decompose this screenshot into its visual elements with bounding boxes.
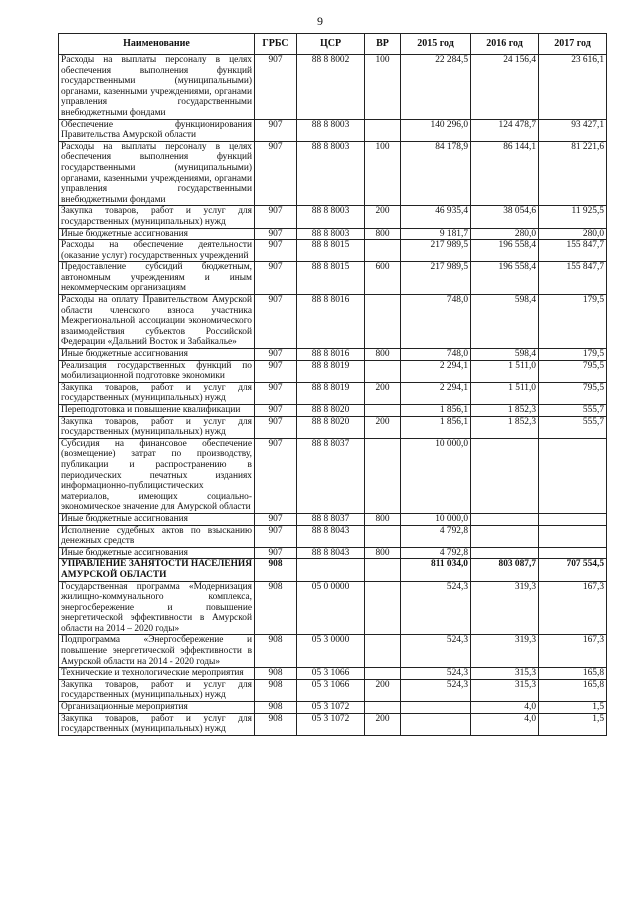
cell-grbs: 907 [255, 525, 297, 547]
cell-vr: 200 [365, 713, 401, 735]
cell-csr: 88 8 8015 [297, 240, 365, 262]
cell-name: Закупка товаров, работ и услуг для государственных (муниципальных) нужд [59, 382, 255, 404]
cell-vr: 800 [365, 228, 401, 240]
cell-vr [365, 240, 401, 262]
cell-y2015: 4 792,8 [401, 525, 471, 547]
table-row [59, 228, 607, 240]
cell-vr [365, 119, 401, 141]
cell-csr: 88 8 8003 [297, 206, 365, 228]
cell-y2015: 524,3 [401, 581, 471, 635]
cell-y2016 [471, 513, 539, 525]
cell-vr: 800 [365, 547, 401, 559]
cell-vr: 200 [365, 679, 401, 701]
cell-name: Технические и технологические мероприятия [59, 668, 255, 680]
cell-y2016: 315,3 [471, 668, 539, 680]
cell-y2016: 803 087,7 [471, 559, 539, 581]
cell-y2015: 2 294,1 [401, 382, 471, 404]
cell-csr: 88 8 8020 [297, 416, 365, 438]
cell-y2015 [401, 702, 471, 714]
cell-y2017: 179,5 [539, 349, 607, 361]
header-name: Наименование [59, 34, 255, 55]
cell-y2016: 598,4 [471, 349, 539, 361]
cell-y2017: 155 847,7 [539, 240, 607, 262]
cell-y2017: 23 616,1 [539, 55, 607, 120]
cell-y2015: 46 935,4 [401, 206, 471, 228]
cell-y2015: 22 284,5 [401, 55, 471, 120]
table-row [59, 702, 607, 714]
cell-csr: 05 3 1072 [297, 702, 365, 714]
cell-name: Иные бюджетные ассигнования [59, 349, 255, 361]
cell-vr [365, 438, 401, 513]
table-row [59, 119, 607, 141]
cell-grbs: 908 [255, 679, 297, 701]
cell-y2017: 555,7 [539, 405, 607, 417]
cell-csr: 88 8 8019 [297, 360, 365, 382]
table-row [59, 713, 607, 735]
cell-grbs: 907 [255, 119, 297, 141]
cell-vr: 200 [365, 416, 401, 438]
budget-table [58, 33, 607, 736]
cell-y2015: 524,3 [401, 679, 471, 701]
cell-y2016 [471, 547, 539, 559]
cell-grbs: 908 [255, 559, 297, 581]
cell-y2016: 4,0 [471, 713, 539, 735]
cell-name: Подпрограмма «Энергосбережение и повышение энергетической эффективности в Амурской области на 2014 - 2020 годы» [59, 635, 255, 668]
table-row [59, 438, 607, 513]
cell-y2017: 1,5 [539, 713, 607, 735]
cell-vr [365, 360, 401, 382]
table-row [59, 141, 607, 206]
cell-csr: 88 8 8020 [297, 405, 365, 417]
cell-csr: 88 8 8003 [297, 228, 365, 240]
cell-y2017: 555,7 [539, 416, 607, 438]
header-2016: 2016 год [471, 34, 539, 55]
page-number: 9 [317, 14, 323, 28]
cell-vr: 100 [365, 141, 401, 206]
cell-vr: 800 [365, 349, 401, 361]
cell-y2015: 524,3 [401, 635, 471, 668]
cell-vr [365, 702, 401, 714]
cell-grbs: 907 [255, 262, 297, 295]
cell-name: Исполнение судебных актов по взысканию денежных средств [59, 525, 255, 547]
cell-y2017: 707 554,5 [539, 559, 607, 581]
cell-name: УПРАВЛЕНИЕ ЗАНЯТОСТИ НАСЕЛЕНИЯ АМУРСКОЙ ОБЛАСТИ [59, 559, 255, 581]
cell-name: Предоставление субсидий бюджетным, автономным учреждениям и иным некоммерческим организациям [59, 262, 255, 295]
cell-y2017: 155 847,7 [539, 262, 607, 295]
cell-vr: 200 [365, 206, 401, 228]
table-row [59, 349, 607, 361]
cell-y2015: 140 296,0 [401, 119, 471, 141]
table-row [59, 360, 607, 382]
cell-vr: 600 [365, 262, 401, 295]
cell-name: Иные бюджетные ассигнования [59, 513, 255, 525]
cell-csr: 88 8 8043 [297, 547, 365, 559]
table-row [59, 416, 607, 438]
cell-name: Иные бюджетные ассигнования [59, 547, 255, 559]
cell-grbs: 908 [255, 702, 297, 714]
cell-vr [365, 405, 401, 417]
cell-y2016 [471, 438, 539, 513]
cell-y2015: 10 000,0 [401, 438, 471, 513]
cell-y2015: 1 856,1 [401, 416, 471, 438]
cell-grbs: 907 [255, 349, 297, 361]
cell-name: Обеспечение функционирования Правительства Амурской области [59, 119, 255, 141]
cell-vr: 100 [365, 55, 401, 120]
cell-y2016 [471, 525, 539, 547]
cell-vr [365, 635, 401, 668]
cell-name: Закупка товаров, работ и услуг для государственных (муниципальных) нужд [59, 713, 255, 735]
cell-y2017: 167,3 [539, 635, 607, 668]
cell-y2016: 1 852,3 [471, 416, 539, 438]
cell-y2016: 196 558,4 [471, 262, 539, 295]
cell-y2017: 81 221,6 [539, 141, 607, 206]
table-row [59, 405, 607, 417]
cell-name: Иные бюджетные ассигнования [59, 228, 255, 240]
table-row [59, 295, 607, 349]
cell-y2016: 280,0 [471, 228, 539, 240]
cell-y2016: 319,3 [471, 635, 539, 668]
cell-y2015: 217 989,5 [401, 240, 471, 262]
cell-y2015: 217 989,5 [401, 262, 471, 295]
table-row [59, 262, 607, 295]
header-2017: 2017 год [539, 34, 607, 55]
cell-csr [297, 559, 365, 581]
cell-y2017: 795,5 [539, 382, 607, 404]
cell-csr: 05 3 0000 [297, 635, 365, 668]
cell-csr: 05 3 1072 [297, 713, 365, 735]
table-row [59, 206, 607, 228]
cell-y2016: 4,0 [471, 702, 539, 714]
cell-csr: 88 8 8016 [297, 295, 365, 349]
cell-y2016: 319,3 [471, 581, 539, 635]
cell-y2016: 598,4 [471, 295, 539, 349]
cell-y2017: 11 925,5 [539, 206, 607, 228]
cell-csr: 88 8 8015 [297, 262, 365, 295]
cell-y2015: 4 792,8 [401, 547, 471, 559]
cell-y2015: 811 034,0 [401, 559, 471, 581]
cell-grbs: 907 [255, 55, 297, 120]
cell-name: Закупка товаров, работ и услуг для государственных (муниципальных) нужд [59, 416, 255, 438]
cell-name: Закупка товаров, работ и услуг для государственных (муниципальных) нужд [59, 679, 255, 701]
cell-y2017: 165,8 [539, 679, 607, 701]
cell-y2017: 1,5 [539, 702, 607, 714]
table-row [59, 679, 607, 701]
cell-name: Расходы на обеспечение деятельности (оказание услуг) государственных учреждений [59, 240, 255, 262]
cell-grbs: 907 [255, 206, 297, 228]
cell-vr: 800 [365, 513, 401, 525]
cell-y2017: 93 427,1 [539, 119, 607, 141]
cell-y2015: 524,3 [401, 668, 471, 680]
table-row [59, 559, 607, 581]
cell-y2017: 280,0 [539, 228, 607, 240]
cell-csr: 88 8 8003 [297, 141, 365, 206]
cell-csr: 05 3 1066 [297, 679, 365, 701]
table-row [59, 382, 607, 404]
cell-csr: 88 8 8037 [297, 438, 365, 513]
header-vr: ВР [365, 34, 401, 55]
cell-vr [365, 559, 401, 581]
table-row [59, 668, 607, 680]
table-row [59, 635, 607, 668]
cell-name: Организационные мероприятия [59, 702, 255, 714]
cell-y2015 [401, 713, 471, 735]
cell-grbs: 907 [255, 240, 297, 262]
cell-grbs: 907 [255, 405, 297, 417]
cell-y2015: 1 856,1 [401, 405, 471, 417]
cell-name: Государственная программа «Модернизация жилищно-коммунального комплекса, энергосбережение и повышение энергетической эффективности в Амурской области на 2014 – 2020 годы» [59, 581, 255, 635]
table-row [59, 55, 607, 120]
cell-y2017: 165,8 [539, 668, 607, 680]
cell-y2016: 86 144,1 [471, 141, 539, 206]
cell-csr: 88 8 8016 [297, 349, 365, 361]
cell-y2016: 315,3 [471, 679, 539, 701]
cell-csr: 05 0 0000 [297, 581, 365, 635]
cell-csr: 88 8 8037 [297, 513, 365, 525]
cell-csr: 88 8 8043 [297, 525, 365, 547]
cell-y2017: 795,5 [539, 360, 607, 382]
cell-y2015: 10 000,0 [401, 513, 471, 525]
cell-y2016: 24 156,4 [471, 55, 539, 120]
cell-csr: 88 8 8003 [297, 119, 365, 141]
cell-name: Расходы на оплату Правительством Амурской области членского взноса участника Межрегиональной ассоциации экономического взаимодействия субъектов Российской Федерации «Дальний Восток и Забайкалье» [59, 295, 255, 349]
cell-name: Расходы на выплаты персоналу в целях обеспечения выполнения функций государственными (муниципальными) органами, казенными учреждениями, органами управления государственными внебюджетными фондами [59, 141, 255, 206]
cell-y2016: 1 852,3 [471, 405, 539, 417]
cell-grbs: 908 [255, 581, 297, 635]
table-row [59, 547, 607, 559]
cell-name: Реализация государственных функций по мобилизационной подготовке экономики [59, 360, 255, 382]
cell-grbs: 907 [255, 513, 297, 525]
cell-y2015: 748,0 [401, 295, 471, 349]
cell-y2017 [539, 438, 607, 513]
cell-grbs: 907 [255, 228, 297, 240]
cell-name: Закупка товаров, работ и услуг для государственных (муниципальных) нужд [59, 206, 255, 228]
cell-y2015: 9 181,7 [401, 228, 471, 240]
cell-y2015: 2 294,1 [401, 360, 471, 382]
header-2015: 2015 год [401, 34, 471, 55]
cell-grbs: 907 [255, 438, 297, 513]
cell-y2017: 167,3 [539, 581, 607, 635]
cell-y2016: 196 558,4 [471, 240, 539, 262]
cell-grbs: 907 [255, 141, 297, 206]
cell-grbs: 907 [255, 382, 297, 404]
header-grbs: ГРБС [255, 34, 297, 55]
cell-vr [365, 295, 401, 349]
cell-y2016: 38 054,6 [471, 206, 539, 228]
table-row [59, 581, 607, 635]
cell-y2017 [539, 525, 607, 547]
cell-name: Субсидия на финансовое обеспечение (возмещение) затрат по производству, публикации и распространению в периодических печатных изданиях информационно-публицистических материалов, имеющих социально-экономическое значение для Амурской области [59, 438, 255, 513]
cell-y2017: 179,5 [539, 295, 607, 349]
table-row [59, 513, 607, 525]
cell-csr: 88 8 8019 [297, 382, 365, 404]
cell-vr [365, 525, 401, 547]
cell-y2016: 1 511,0 [471, 360, 539, 382]
cell-y2016: 1 511,0 [471, 382, 539, 404]
cell-grbs: 908 [255, 668, 297, 680]
cell-vr [365, 581, 401, 635]
cell-y2015: 748,0 [401, 349, 471, 361]
cell-vr: 200 [365, 382, 401, 404]
cell-vr [365, 668, 401, 680]
cell-grbs: 908 [255, 635, 297, 668]
cell-grbs: 907 [255, 360, 297, 382]
cell-grbs: 907 [255, 295, 297, 349]
table-header [59, 34, 607, 55]
cell-y2017 [539, 547, 607, 559]
cell-y2017 [539, 513, 607, 525]
cell-y2015: 84 178,9 [401, 141, 471, 206]
table-row [59, 240, 607, 262]
cell-csr: 05 3 1066 [297, 668, 365, 680]
cell-grbs: 907 [255, 416, 297, 438]
cell-name: Расходы на выплаты персоналу в целях обеспечения выполнения функций государственными (муниципальными) органами, казенными учреждениями, органами управления государственными внебюджетными фондами [59, 55, 255, 120]
header-csr: ЦСР [297, 34, 365, 55]
cell-grbs: 908 [255, 713, 297, 735]
table-body [59, 55, 607, 736]
cell-name: Переподготовка и повышение квалификации [59, 405, 255, 417]
table-row [59, 525, 607, 547]
cell-grbs: 907 [255, 547, 297, 559]
cell-y2016: 124 478,7 [471, 119, 539, 141]
cell-csr: 88 8 8002 [297, 55, 365, 120]
